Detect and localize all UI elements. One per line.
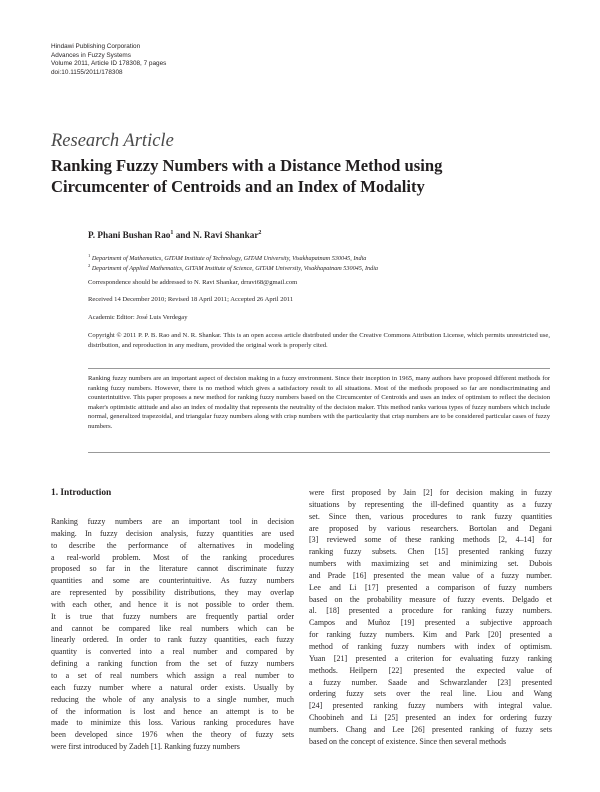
journal-header xyxy=(51,43,166,77)
body-text-line: [24] presented ranking fuzzy numbers with integral value. xyxy=(309,701,552,711)
correspondence-note: Correspondence should be addressed to N. Ravi Shankar, drravi68@gmail.com xyxy=(88,279,298,286)
right-column xyxy=(309,487,552,748)
received-dates: Received 14 December 2010; Revised 18 April 2011; Accepted 26 April 2011 xyxy=(88,296,294,303)
author-name: P. Phani Bushan Rao xyxy=(88,230,171,241)
body-text-line: based on the concept of existence. Since then several methods xyxy=(309,736,507,746)
affiliation-marker: 1 xyxy=(88,253,91,258)
body-text-line: of the information is lost and hence an attempt is to be xyxy=(51,706,294,716)
affiliation-marker: 2 xyxy=(258,230,262,236)
body-text-line: are proposed by various researchers. Bortolan and Degani xyxy=(309,523,552,533)
body-text-line: numbers. Chang and Lee [26] presented ranking of fuzzy sets xyxy=(309,724,552,734)
body-text-line: Campos and Muñoz [19] presented a subjective approach xyxy=(309,618,552,628)
body-text-line: Choobineh and Li [25] presented an index for ordering fuzzy xyxy=(309,713,552,723)
body-text-line: based on the probability measure of fuzzy events. Delgado et xyxy=(309,594,552,604)
affiliation xyxy=(88,253,366,262)
body-text-line: for ranking fuzzy numbers. Kim and Park [20] presented a xyxy=(309,630,552,640)
body-text-line: made to minimize this loss. Various ranking procedures have xyxy=(51,718,294,728)
body-text-line: method of ranking fuzzy numbers with index of optimism. xyxy=(309,641,552,651)
doi: doi:10.1155/2011/178308 xyxy=(51,68,123,76)
author-list xyxy=(88,230,261,240)
body-text-line: quantities and some are counterintuitive. As fuzzy numbers xyxy=(51,576,294,586)
body-text-line: Lee and Li [17] presented a comparison of fuzzy numbers xyxy=(309,582,552,592)
body-text-line: were first introduced by Zadeh [1]. Ranking fuzzy numbers xyxy=(51,742,240,752)
body-text-line: situations by representing the ill-defined quantity as a fuzzy xyxy=(309,499,552,509)
author-name: N. Ravi Shankar xyxy=(192,230,259,241)
article-type: Research Article xyxy=(51,131,174,151)
abstract: Ranking fuzzy numbers are an important aspect of decision making in a fuzzy environment. Since their inception in 1965, many authors have proposed different methods for ranking fuzzy numbers. However, there is no method which gives a satisfactory result to all situations. Most of the methods proposed so far are nondiscriminating and counterintuitive. This paper proposes a new method for ranking fuzzy numbers based on the Circumcenter of Centroids and uses an index of optimism to reflect the decision maker's optimistic attitude and also an index of modality that represents the neutrality of the decision maker. This method ranks various types of fuzzy numbers which include normal, generalized trapezoidal, and triangular fuzzy numbers along with crisp numbers with the particularity that crisp numbers are to be considered particular cases of fuzzy numbers. xyxy=(88,375,550,430)
body-text-line: and cannot be compared like real numbers which can be xyxy=(51,623,294,633)
volume-info: Volume 2011, Article ID 178308, 7 pages xyxy=(51,60,167,68)
affiliation-text: Department of Mathematics, GITAM Institute of Technology, GITAM University, Visakhapatnam 530045, India xyxy=(91,255,367,263)
body-text-line: and Prade [16] presented the mean value of a fuzzy number. xyxy=(309,570,552,580)
body-text-line: ranking fuzzy subsets. Chen [15] presented ranking fuzzy xyxy=(309,547,552,557)
body-text-line: with each other, and hence it is not possible to order them. xyxy=(51,599,294,609)
journal-name: Advances in Fuzzy Systems xyxy=(51,51,131,59)
title-line: Circumcenter of Centroids and an Index of Modality xyxy=(51,176,425,196)
body-text-line: al. [18] presented a procedure for ranking fuzzy numbers. xyxy=(309,606,552,616)
body-text-line: a fuzzy number. Saade and Schwarzlander [23] presented xyxy=(309,677,552,687)
body-text-line: It is true that fuzzy numbers are frequently partial order xyxy=(51,611,294,621)
body-text-line: proposed so far in the literature cannot discriminate fuzzy xyxy=(51,564,294,574)
section-heading: 1. Introduction xyxy=(51,488,112,498)
affiliation xyxy=(88,263,378,272)
paper-title xyxy=(51,156,551,197)
body-text-line: reducing the whole of any analysis to a single number, much xyxy=(51,694,294,704)
body-text-line: were first proposed by Jain [2] for decision making in fuzzy xyxy=(309,488,552,497)
author-joiner: and xyxy=(173,230,193,241)
body-text-line: Yuan [21] presented a criterion for evaluating fuzzy ranking xyxy=(309,653,552,663)
abstract-top-rule xyxy=(88,368,550,369)
body-text-line: Ranking fuzzy numbers are an important tool in decision xyxy=(51,517,294,526)
affiliation-text: Department of Applied Mathematics, GITAM Institute of Science, GITAM University, Visakhapatnam 530045, India xyxy=(91,265,379,273)
affiliation-marker: 2 xyxy=(88,263,91,268)
body-text-line: defining a ranking function from the set of fuzzy numbers xyxy=(51,659,294,669)
body-text-line: to a set of real numbers which assign a real number to xyxy=(51,670,294,680)
body-text-line: each fuzzy number where a natural order exists. Usually by xyxy=(51,682,294,692)
body-text-line: been developed since 1976 when the theory of fuzzy sets xyxy=(51,730,294,740)
academic-editor: Academic Editor: José Luis Verdegay xyxy=(88,314,188,321)
publisher-name: Hindawi Publishing Corporation xyxy=(51,43,141,50)
body-text-line: are represented by possibility distributions, they may overlap xyxy=(51,588,294,598)
copyright-notice: Copyright © 2011 P. P. B. Rao and N. R. Shankar. This is an open access article distributed under the Creative Commons Attribution License, which permits unrestricted use, distribution, and reproduction in any medium, provided the original work is properly cited. xyxy=(88,332,550,349)
body-text-line: linearly ordered. In order to rank fuzzy quantities, each fuzzy xyxy=(51,635,294,645)
body-text-line: ordering fuzzy sets over the real line. Liou and Wang xyxy=(309,689,552,699)
body-text-line: a real-world problem. Most of the ranking procedures xyxy=(51,552,294,562)
body-text-line: numbers with maximizing set and minimizing set. Dubois xyxy=(309,559,552,569)
body-text-line: quantity is converted into a real number and compared by xyxy=(51,647,294,657)
body-text-line: to describe the performance of alternatives in modeling xyxy=(51,540,294,550)
left-column xyxy=(51,516,294,753)
abstract-bottom-rule xyxy=(88,452,550,453)
affiliation-marker: 1 xyxy=(170,230,174,236)
body-text-line: [3] reviewed some of these ranking methods [2, 4–14] for xyxy=(309,535,552,545)
body-text-line: making. In fuzzy decision analysis, fuzzy quantities are used xyxy=(51,528,294,538)
body-text-line: set. Since then, various procedures to rank fuzzy quantities xyxy=(309,511,552,521)
body-text-line: methods. Heilpern [22] presented the expected value of xyxy=(309,665,552,675)
title-line: Ranking Fuzzy Numbers with a Distance Method using xyxy=(51,156,443,175)
